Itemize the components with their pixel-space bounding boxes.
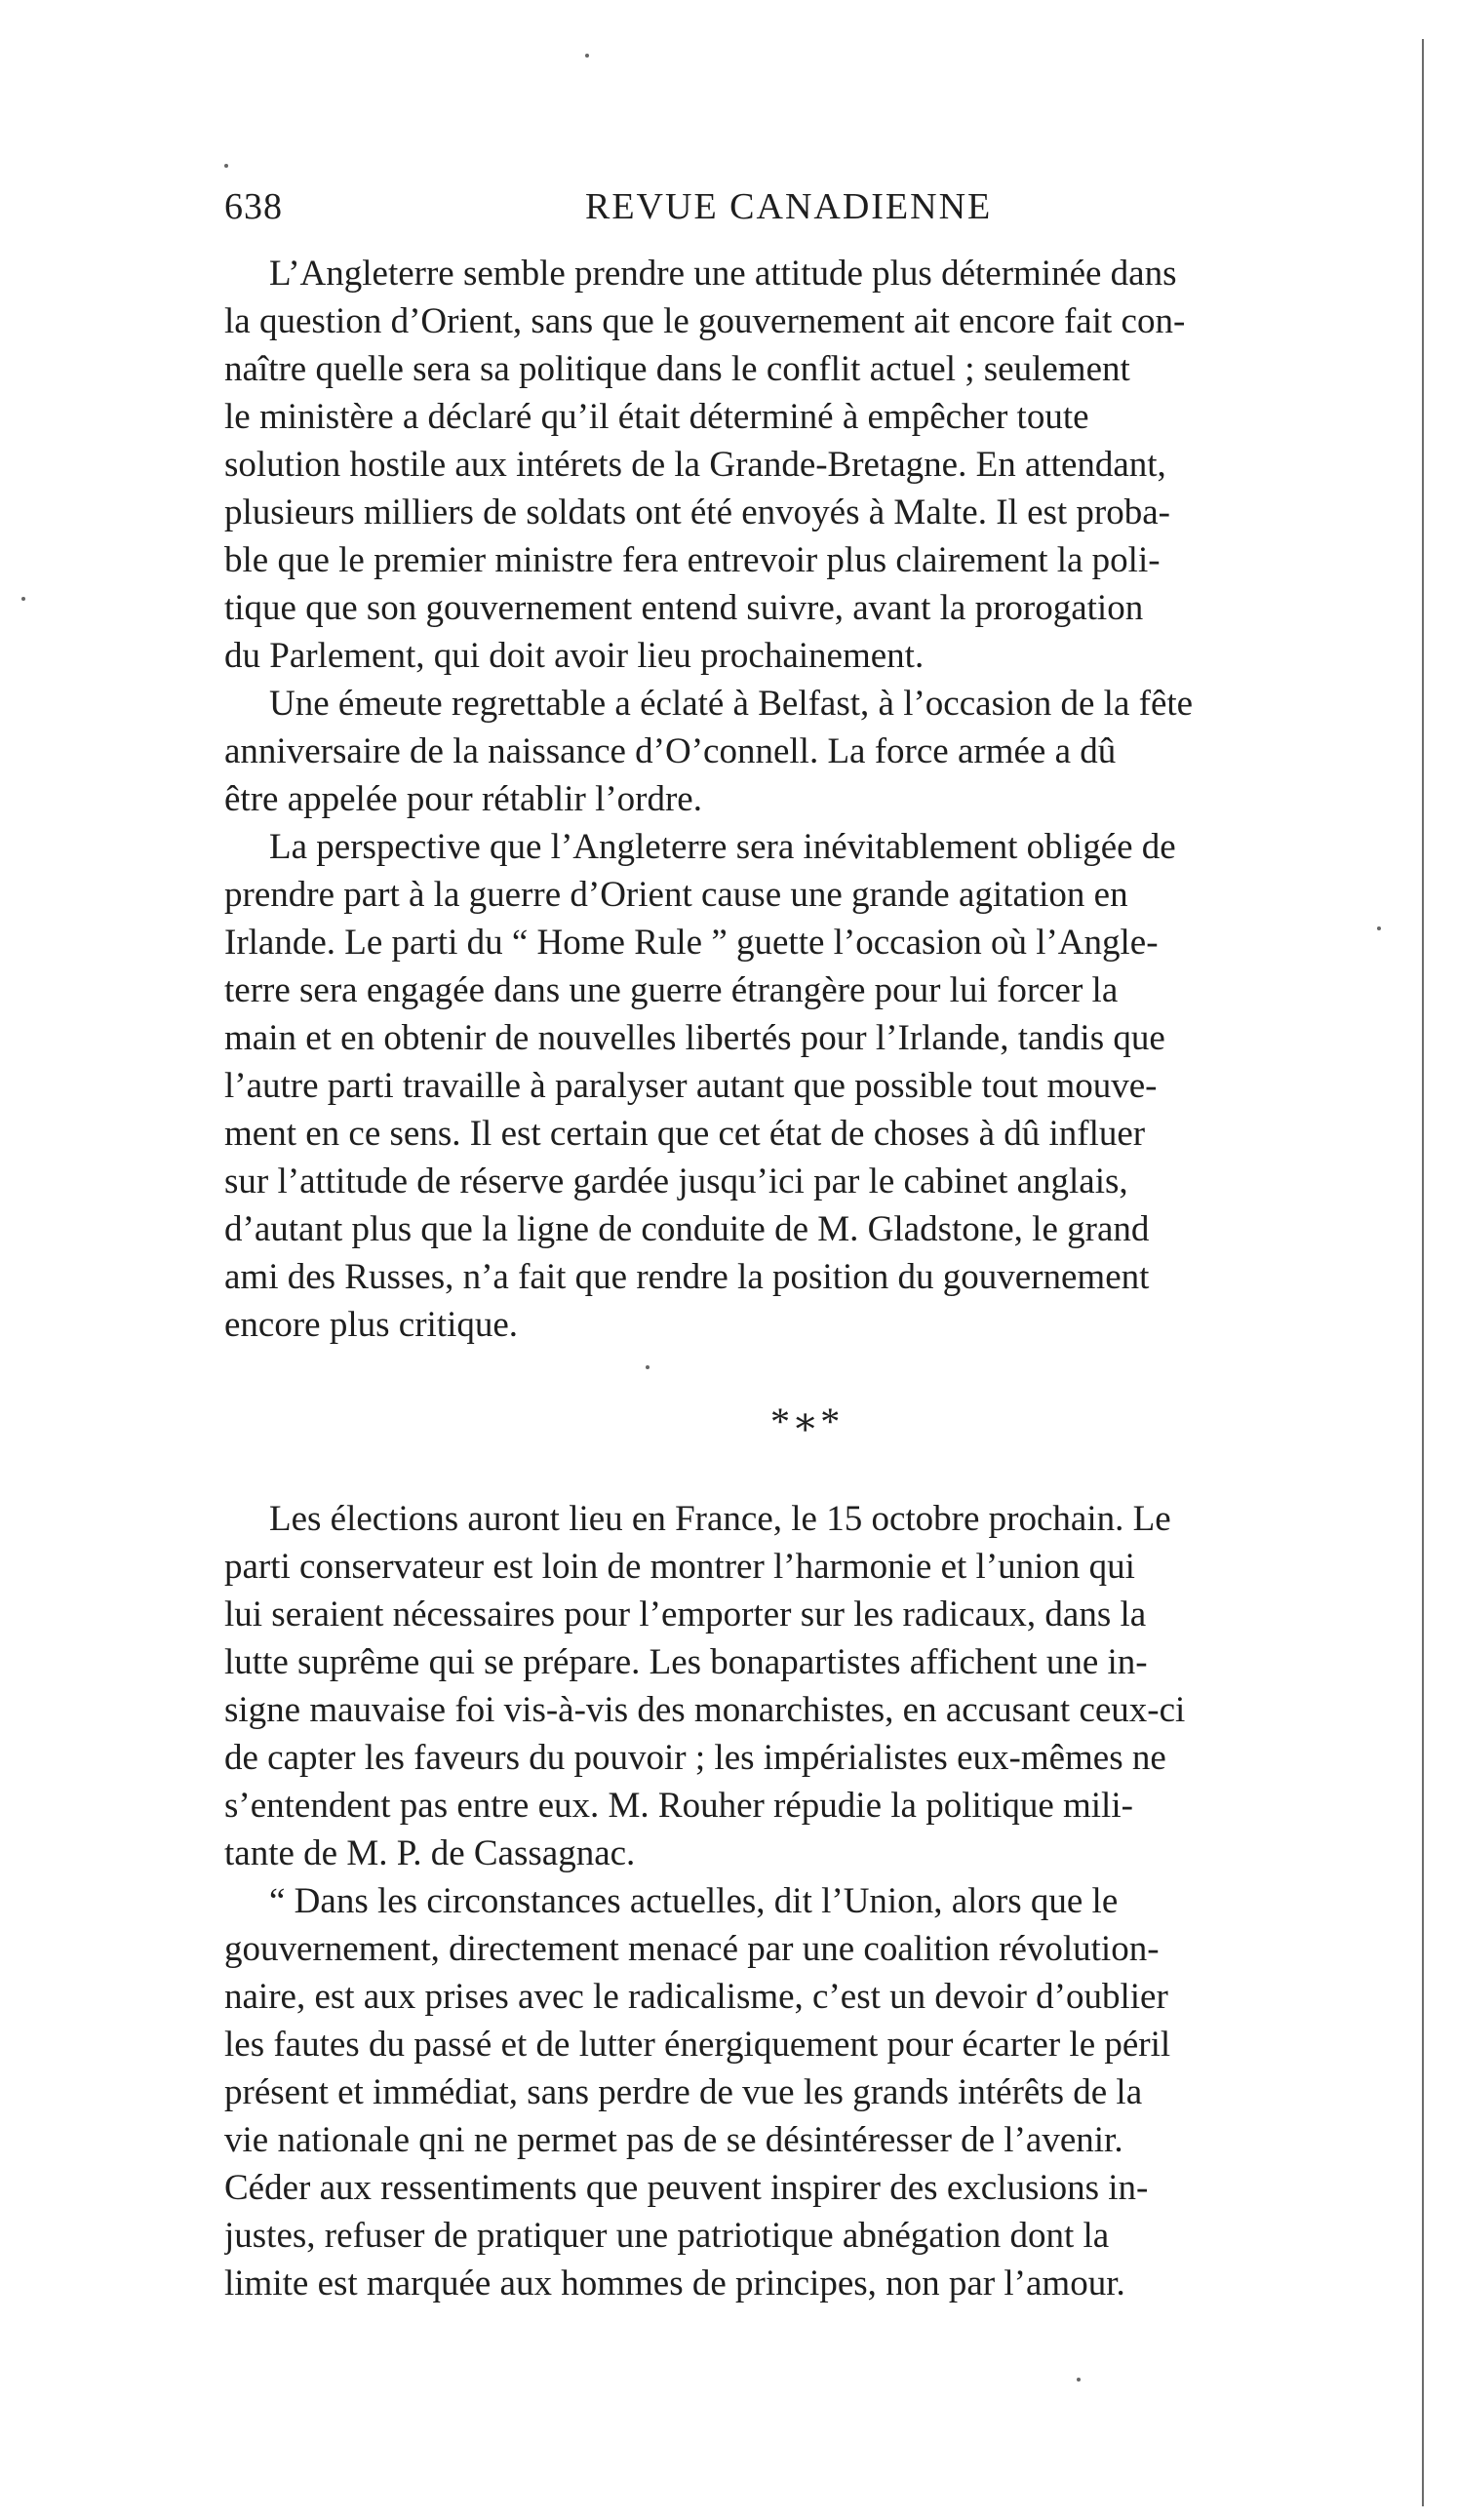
page-edge-rule bbox=[1422, 39, 1424, 2506]
text-line: Une émeute regrettable a éclaté à Belfast, à l’occasion de la fête bbox=[269, 684, 1194, 724]
text-line: ment en ce sens. Il est certain que cet état de choses à dû influer bbox=[224, 1114, 1146, 1154]
running-title: REVUE CANADIENNE bbox=[585, 186, 993, 227]
text-line: plusieurs milliers de soldats ont été envoyés à Malte. Il est proba- bbox=[224, 492, 1170, 532]
text-line: naire, est aux prises avec le radicalisme, c’est un devoir d’oublier bbox=[224, 1977, 1168, 2017]
text-line: ble que le premier ministre fera entrevoir plus clairement la poli- bbox=[224, 540, 1161, 580]
text-line: solution hostile aux intérets de la Grande-Bretagne. En attendant, bbox=[224, 445, 1166, 485]
text-line: main et en obtenir de nouvelles libertés pour l’Irlande, tandis que bbox=[224, 1018, 1165, 1058]
ink-speck bbox=[224, 164, 228, 168]
article-body bbox=[224, 250, 1365, 2307]
text-line: lui seraient nécessaires pour l’emporter sur les radicaux, dans la bbox=[224, 1595, 1147, 1634]
text-line: la question d’Orient, sans que le gouvernement ait encore fait con- bbox=[224, 301, 1186, 341]
text-line: tique que son gouvernement entend suivre, avant la prorogation bbox=[224, 588, 1144, 628]
ink-speck bbox=[21, 597, 25, 601]
text-line: naître quelle sera sa politique dans le conflit actuel ; seulement bbox=[224, 349, 1130, 389]
ink-speck bbox=[1377, 926, 1381, 930]
paragraph bbox=[224, 250, 1365, 680]
ink-speck bbox=[585, 54, 589, 58]
text-line: “ Dans les circonstances actuelles, dit l’Union, alors que le bbox=[269, 1881, 1119, 1921]
text-line: vie nationale qni ne permet pas de se désintéresser de l’avenir. bbox=[224, 2120, 1123, 2160]
text-line: encore plus critique. bbox=[224, 1305, 519, 1345]
text-line: anniversaire de la naissance d’O’connell. La force armée a dû bbox=[224, 731, 1117, 771]
text-line: sur l’attitude de réserve gardée jusqu’ici par le cabinet anglais, bbox=[224, 1162, 1128, 1201]
text-line: prendre part à la guerre d’Orient cause une grande agitation en bbox=[224, 875, 1128, 915]
text-line: tante de M. P. de Cassagnac. bbox=[224, 1833, 636, 1873]
page-number: 638 bbox=[224, 186, 283, 227]
text-line: s’entendent pas entre eux. M. Rouher répudie la politique mili- bbox=[224, 1786, 1133, 1826]
text-line: Céder aux ressentiments que peuvent inspirer des exclusions in- bbox=[224, 2168, 1149, 2208]
text-line: d’autant plus que la ligne de conduite de M. Gladstone, le grand bbox=[224, 1209, 1150, 1249]
paragraph bbox=[224, 680, 1365, 823]
text-line: L’Angleterre semble prendre une attitude plus déterminée dans bbox=[269, 254, 1177, 294]
section-separator-asterism: *∗* bbox=[770, 1399, 843, 1443]
text-line: parti conservateur est loin de montrer l’harmonie et l’union qui bbox=[224, 1547, 1135, 1587]
text-line: ami des Russes, n’a fait que rendre la position du gouvernement bbox=[224, 1257, 1150, 1297]
text-line: Les élections auront lieu en France, le 15 octobre prochain. Le bbox=[269, 1499, 1171, 1539]
text-line: l’autre parti travaille à paralyser autant que possible tout mouve- bbox=[224, 1066, 1158, 1106]
text-line: lutte suprême qui se prépare. Les bonapartistes affichent une in- bbox=[224, 1642, 1148, 1682]
text-line: les fautes du passé et de lutter énergiquement pour écarter le péril bbox=[224, 2025, 1171, 2065]
text-line: justes, refuser de pratiquer une patriotique abnégation dont la bbox=[224, 2216, 1110, 2256]
paragraph bbox=[224, 1877, 1365, 2307]
text-line: signe mauvaise foi vis-à-vis des monarchistes, en accusant ceux-ci bbox=[224, 1690, 1186, 1730]
text-line: limite est marquée aux hommes de principes, non par l’amour. bbox=[224, 2264, 1125, 2303]
text-line: le ministère a déclaré qu’il était déterminé à empêcher toute bbox=[224, 397, 1089, 437]
paragraph bbox=[224, 1495, 1365, 1877]
running-header bbox=[224, 185, 1024, 234]
text-line: du Parlement, qui doit avoir lieu prochainement. bbox=[224, 636, 925, 676]
text-line: La perspective que l’Angleterre sera inévitablement obligée de bbox=[269, 827, 1176, 867]
text-line: Irlande. Le parti du “ Home Rule ” guette l’occasion où l’Angle- bbox=[224, 923, 1159, 963]
text-line: terre sera engagée dans une guerre étrangère pour lui forcer la bbox=[224, 970, 1119, 1010]
ink-speck bbox=[1077, 2378, 1081, 2382]
paragraph bbox=[224, 823, 1365, 1349]
text-line: de capter les faveurs du pouvoir ; les impérialistes eux-mêmes ne bbox=[224, 1738, 1166, 1778]
text-line: gouvernement, directement menacé par une coalition révolution- bbox=[224, 1929, 1160, 1969]
text-line: être appelée pour rétablir l’ordre. bbox=[224, 779, 702, 819]
text-line: présent et immédiat, sans perdre de vue les grands intérêts de la bbox=[224, 2072, 1143, 2112]
